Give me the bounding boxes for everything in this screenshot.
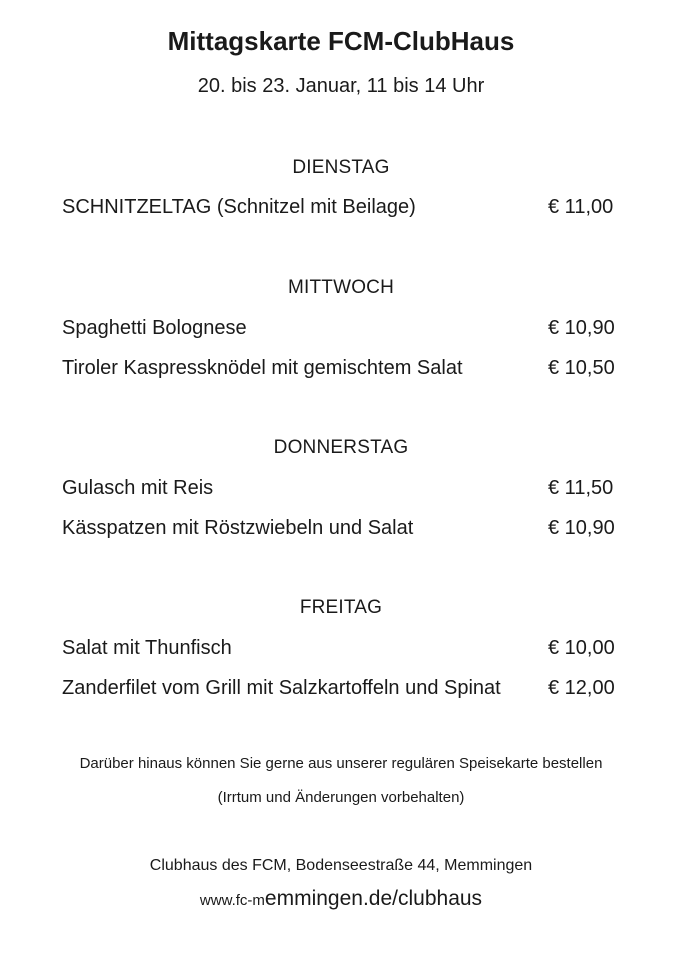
website-url-prefix: www.fc-m xyxy=(199,892,265,909)
menu-item-row xyxy=(62,195,620,219)
day-heading-mittwoch: MITTWOCH xyxy=(287,277,395,298)
dish-name: Zanderfilet vom Grill mit Salzkartoffeln und Spinat xyxy=(62,677,501,699)
footer-note-line2: (Irrtum und Änderungen vorbehalten) xyxy=(217,789,465,806)
menu-item-row xyxy=(62,636,620,660)
website-url-rest: emmingen.de/clubhaus xyxy=(264,887,483,910)
menu-item-row xyxy=(62,516,620,540)
menu-item-row xyxy=(62,476,620,500)
footer-note-line1: Darüber hinaus können Sie gerne aus unserer regulären Speisekarte bestellen xyxy=(79,755,603,772)
menu-item-row xyxy=(62,356,620,380)
page-title: Mittagskarte FCM-ClubHaus xyxy=(167,26,515,56)
menu-item-row xyxy=(62,676,620,700)
dish-name: SCHNITZELTAG (Schnitzel mit Beilage) xyxy=(62,196,416,218)
dish-name: Kässpatzen mit Röstzwiebeln und Salat xyxy=(62,517,414,539)
dish-price: € 10,90 xyxy=(548,317,615,339)
page-subtitle: 20. bis 23. Januar, 11 bis 14 Uhr xyxy=(197,75,485,97)
website-line xyxy=(62,886,620,911)
day-heading-dienstag: DIENSTAG xyxy=(292,157,390,178)
dish-price: € 11,50 xyxy=(548,477,614,499)
dish-name: Salat mit Thunfisch xyxy=(62,637,232,659)
dish-price: € 10,50 xyxy=(548,357,615,379)
dish-name: Tiroler Kaspressknödel mit gemischtem Salat xyxy=(62,357,463,379)
dish-price: € 10,00 xyxy=(548,637,615,659)
address-line: Clubhaus des FCM, Bodenseestraße 44, Memmingen xyxy=(149,857,533,874)
day-heading-donnerstag: DONNERSTAG xyxy=(273,437,409,458)
dish-name: Gulasch mit Reis xyxy=(62,477,214,499)
menu-item-row xyxy=(62,316,620,340)
dish-price: € 11,00 xyxy=(548,196,614,218)
dish-name: Spaghetti Bolognese xyxy=(62,317,247,339)
day-heading-freitag: FREITAG xyxy=(299,597,383,618)
dish-price: € 10,90 xyxy=(548,517,615,539)
dish-price: € 12,00 xyxy=(548,677,615,699)
